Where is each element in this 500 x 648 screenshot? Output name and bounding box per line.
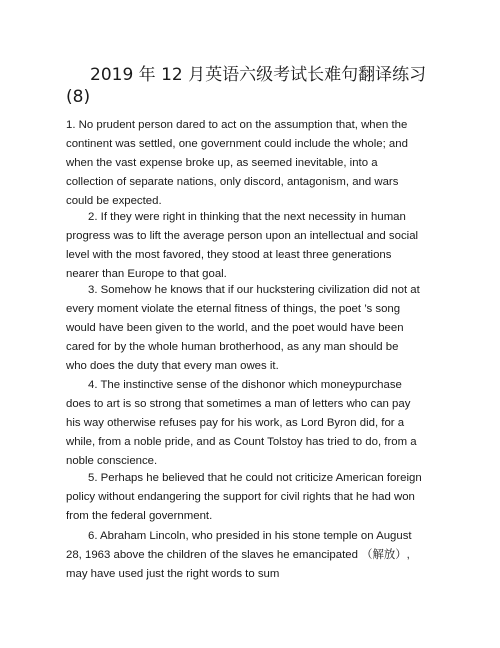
page-title [66,64,436,108]
paragraph-4: 4. The instinctive sense of the dishonor which moneypurchase does to art is so strong that sometimes a man of letters who can pay his way otherwise refuses pay for his work, as Lord Byron did, for a while, from a noble pride, and as Count Tolstoy has tried to do, from a noble conscience. [66,379,417,467]
paragraph-6: 6. Abraham Lincoln, who presided in his stone temple on August 28, 1963 above the children of the slaves he emancipated （解放）, may have used just the right words to sum [66,530,412,580]
paragraph-5: 5. Perhaps he believed that he could not criticize American foreign policy without endangering the support for civil rights that he had won from the federal government. [66,472,422,522]
title-line-1: 2019 年 12 月英语六级考试长难句翻译练习 [90,65,427,85]
paragraph-3: 3. Somehow he knows that if our huckstering civilization did not at every moment violate the eternal fitness of things, the poet ’s song would have been given to the world, and the poet would have been cared for by the whole human brotherhood, as any man should be who does the duty that every man owes it. [66,284,420,372]
paragraph-1: 1. No prudent person dared to act on the assumption that, when the continent was settled, one government could include the whole; and when the vast expense broke up, as seemed inevitable, into a collection of separate nations, only discord, antagonism, and wars could be expected. [66,119,408,207]
title-line-2: (8) [66,87,91,107]
paragraph-2: 2. If they were right in thinking that the next necessity in human progress was to lift the average person upon an intellectual and social level with the most favored, they stood at least three generations nearer than Europe to that goal. [66,211,419,280]
